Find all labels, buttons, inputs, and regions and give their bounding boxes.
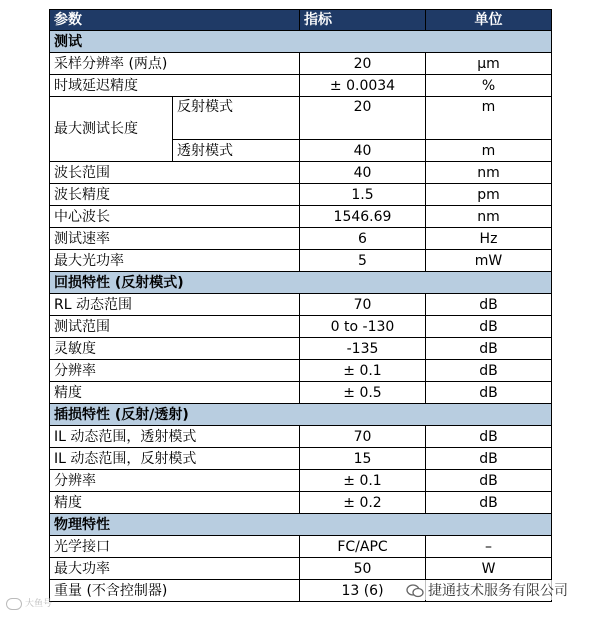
unit-cell: % <box>426 75 552 97</box>
value-cell: 13 (6) <box>300 580 426 602</box>
unit-cell: – <box>426 536 552 558</box>
unit-cell: dB <box>426 338 552 360</box>
watermark-left <box>6 596 52 610</box>
unit-cell: μm <box>426 53 552 75</box>
unit-cell: Hz <box>426 228 552 250</box>
section-row <box>50 272 552 294</box>
param-cell: 测试范围 <box>50 316 300 338</box>
value-cell: 20 <box>300 97 426 140</box>
value-cell: 1.5 <box>300 184 426 206</box>
wechat-icon <box>406 584 424 598</box>
watermark-right <box>402 580 572 600</box>
unit-cell: dB <box>426 492 552 514</box>
table-row <box>50 448 552 470</box>
table-row <box>50 316 552 338</box>
unit-cell: dB <box>426 316 552 338</box>
param-cell: 最大光功率 <box>50 250 300 272</box>
param-cell: 精度 <box>50 382 300 404</box>
param-cell: 分辨率 <box>50 360 300 382</box>
value-cell: 6 <box>300 228 426 250</box>
unit-cell: dB <box>426 360 552 382</box>
section-row <box>50 514 552 536</box>
value-cell: 15 <box>300 448 426 470</box>
table-row <box>50 206 552 228</box>
table-row <box>50 382 552 404</box>
mode-reflect: 反射模式 <box>173 97 300 140</box>
section-phys: 物理特性 <box>50 514 552 536</box>
param-cell: 波长范围 <box>50 162 300 184</box>
section-rl: 回损特性 (反射模式) <box>50 272 552 294</box>
value-cell: 0 to -130 <box>300 316 426 338</box>
table-row <box>50 470 552 492</box>
param-cell: 精度 <box>50 492 300 514</box>
unit-cell: dB <box>426 382 552 404</box>
param-cell: 时域延迟精度 <box>50 75 300 97</box>
value-cell: 1546.69 <box>300 206 426 228</box>
table-row <box>50 228 552 250</box>
table-row <box>50 140 552 162</box>
watermark-left-text: 大鱼号 <box>25 599 53 609</box>
max-length-label: 最大测试长度 <box>50 118 173 140</box>
table-row <box>50 162 552 184</box>
param-cell: 分辨率 <box>50 470 300 492</box>
value-cell: 40 <box>300 162 426 184</box>
param-cell: 最大功率 <box>50 558 300 580</box>
param-cell: 波长精度 <box>50 184 300 206</box>
table-row <box>50 338 552 360</box>
unit-cell: W <box>426 558 552 580</box>
param-cell: 重量 (不含控制器) <box>50 580 300 602</box>
table-row <box>50 97 552 118</box>
fish-logo-icon <box>6 598 22 610</box>
param-cell: 中心波长 <box>50 206 300 228</box>
unit-cell: m <box>426 97 552 140</box>
value-cell: 70 <box>300 294 426 316</box>
unit-cell: pm <box>426 184 552 206</box>
header-param: 参数 <box>50 10 300 31</box>
max-length-spacer <box>50 97 173 118</box>
table-row <box>50 492 552 514</box>
unit-cell: dB <box>426 448 552 470</box>
unit-cell: nm <box>426 162 552 184</box>
table-row <box>50 294 552 316</box>
table-row <box>50 558 552 580</box>
header-spec: 指标 <box>300 10 426 31</box>
param-cell: 光学接口 <box>50 536 300 558</box>
table-row <box>50 75 552 97</box>
value-cell: 40 <box>300 140 426 162</box>
table-row <box>50 536 552 558</box>
value-cell: ± 0.5 <box>300 382 426 404</box>
section-row <box>50 404 552 426</box>
watermark-right-text: 捷通技术服务有限公司 <box>428 583 568 599</box>
spec-table <box>49 9 552 602</box>
value-cell: 20 <box>300 53 426 75</box>
value-cell: ± 0.1 <box>300 470 426 492</box>
param-cell: RL 动态范围 <box>50 294 300 316</box>
value-cell: ± 0.1 <box>300 360 426 382</box>
table-row <box>50 426 552 448</box>
unit-cell: dB <box>426 470 552 492</box>
table-row <box>50 250 552 272</box>
section-test: 测试 <box>50 31 552 53</box>
section-il: 插损特性 (反射/透射) <box>50 404 552 426</box>
table-header-row <box>50 10 552 31</box>
value-cell: 70 <box>300 426 426 448</box>
param-cell: 灵敏度 <box>50 338 300 360</box>
value-cell: 50 <box>300 558 426 580</box>
header-unit: 单位 <box>426 10 552 31</box>
param-cell: 采样分辨率 (两点) <box>50 53 300 75</box>
max-length-spacer <box>50 140 173 162</box>
mode-transmit: 透射模式 <box>173 140 300 162</box>
param-cell: IL 动态范围，反射模式 <box>50 448 300 470</box>
value-cell: ± 0.2 <box>300 492 426 514</box>
value-cell: -135 <box>300 338 426 360</box>
param-cell: 测试速率 <box>50 228 300 250</box>
param-cell: IL 动态范围，透射模式 <box>50 426 300 448</box>
unit-cell: dB <box>426 294 552 316</box>
table-row <box>50 360 552 382</box>
unit-cell: m <box>426 140 552 162</box>
value-cell: ± 0.0034 <box>300 75 426 97</box>
value-cell: FC/APC <box>300 536 426 558</box>
unit-cell: nm <box>426 206 552 228</box>
unit-cell: dB <box>426 426 552 448</box>
table-row <box>50 184 552 206</box>
section-row <box>50 31 552 53</box>
table-row <box>50 53 552 75</box>
value-cell: 5 <box>300 250 426 272</box>
unit-cell: mW <box>426 250 552 272</box>
